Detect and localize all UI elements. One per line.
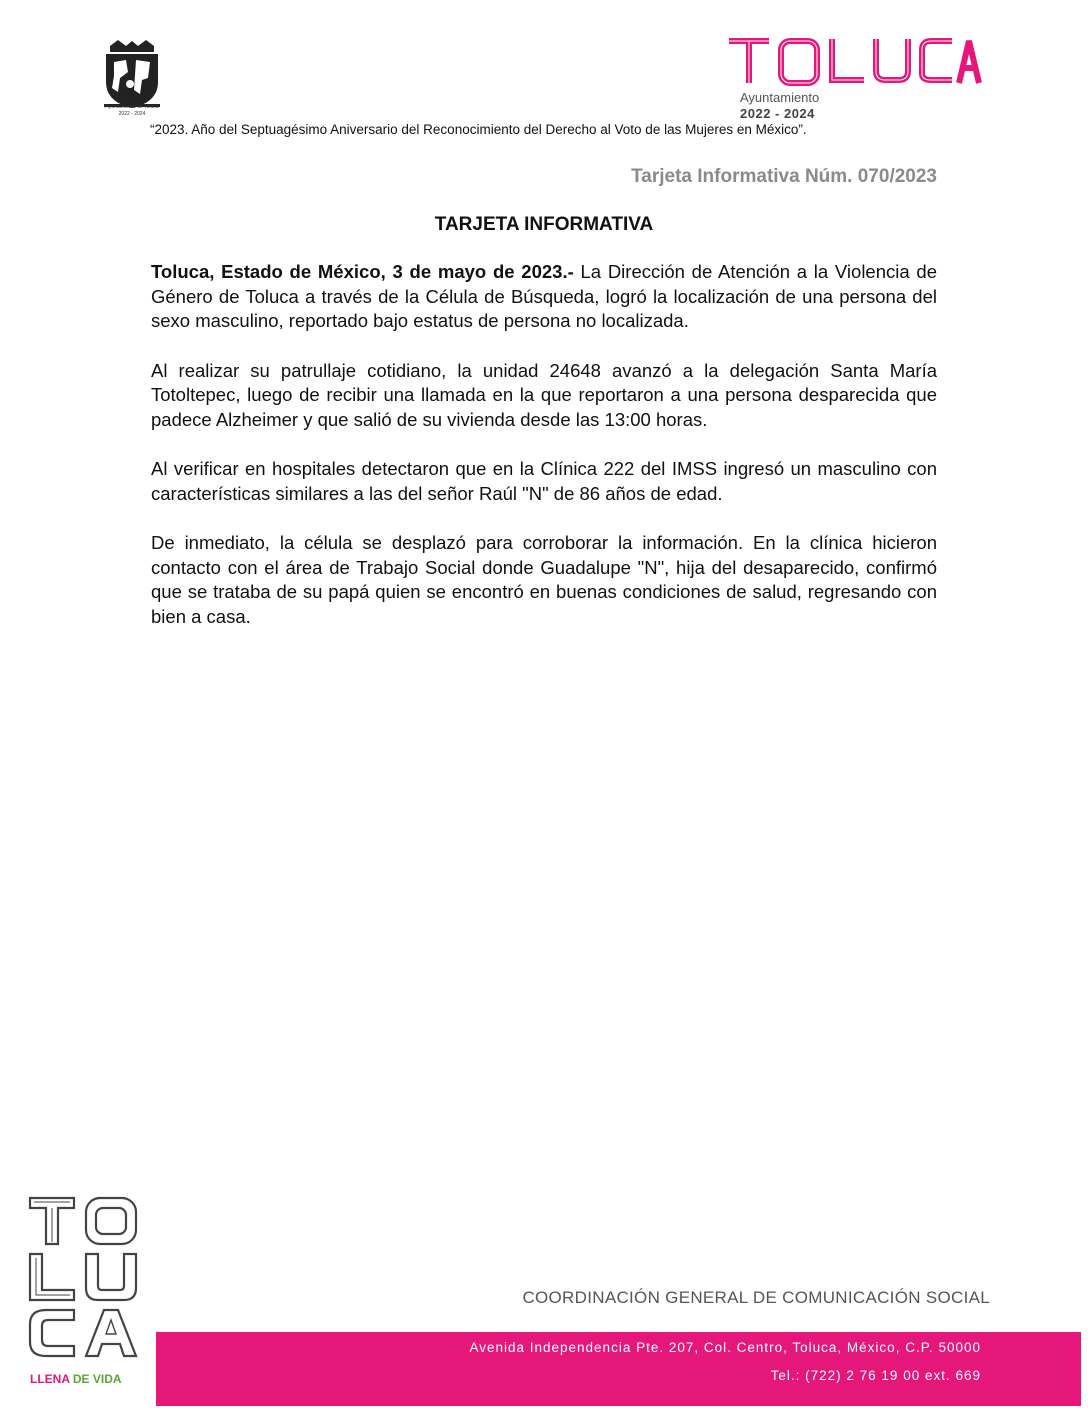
slogan-part1: LLENA: [30, 1372, 73, 1386]
paragraph: De inmediato, la célula se desplazó para corroborar la información. En la clínica hicieron contacto con el área de Trabajo Social donde Guadalupe "N", hija del desaparecido, confirmó que se trataba de su papá quien se encontró en buenas condiciones de salud, regresando con bien a casa.: [151, 532, 937, 627]
slogan-part2: DE VIDA: [72, 1372, 122, 1386]
official-motto: “2023. Año del Septuagésimo Aniversario del Reconocimiento del Derecho al Voto de las Mujeres en México”.: [150, 122, 807, 137]
brand-subtitle: Ayuntamiento: [740, 90, 820, 105]
seal-caption: Ayuntamiento de Toluca: [105, 104, 159, 110]
brand-years: 2022 - 2024: [740, 106, 815, 121]
coordination-label: COORDINACIÓN GENERAL DE COMUNICACIÓN SOCIAL: [522, 1288, 990, 1307]
document-body: [151, 260, 937, 654]
slogan: [30, 1372, 122, 1386]
card-number: Tarjeta Informativa Núm. 070/2023: [631, 166, 937, 187]
paragraph-text: La Dirección de Atención a la Violencia de Género de Toluca a través de la Célula de Búsqueda, logró la localización de una persona del sexo masculino, reportado bajo estatus de persona no localizada.: [151, 261, 937, 331]
footer-address: Avenida Independencia Pte. 207, Col. Centro, Toluca, México, C.P. 50000: [469, 1340, 981, 1355]
document-title: TARJETA INFORMATIVA: [434, 214, 654, 235]
paragraph: Al realizar su patrullaje cotidiano, la unidad 24648 avanzó a la delegación Santa María Totoltepec, luego de recibir una llamada en la que reportaron a una persona desparecida que padece Alzheimer y que salió de su vivienda desde las 13:00 horas.: [151, 359, 937, 430]
footer-phone: Tel.: (722) 2 76 19 00 ext. 669: [770, 1368, 981, 1383]
paragraph: [151, 260, 937, 334]
paragraph: Al verificar en hospitales detectaron que en la Clínica 222 del IMSS ingresó un masculino con características similares a las del señor Raúl "N" de 86 años de edad.: [151, 458, 937, 504]
paragraph-lead: Toluca, Estado de México, 3 de mayo de 2023.-: [151, 261, 574, 282]
seal-caption-years: 2022 - 2024: [118, 111, 146, 117]
toluca-vertical-logo: [24, 1192, 144, 1372]
toluca-brand-logo: [726, 36, 982, 86]
